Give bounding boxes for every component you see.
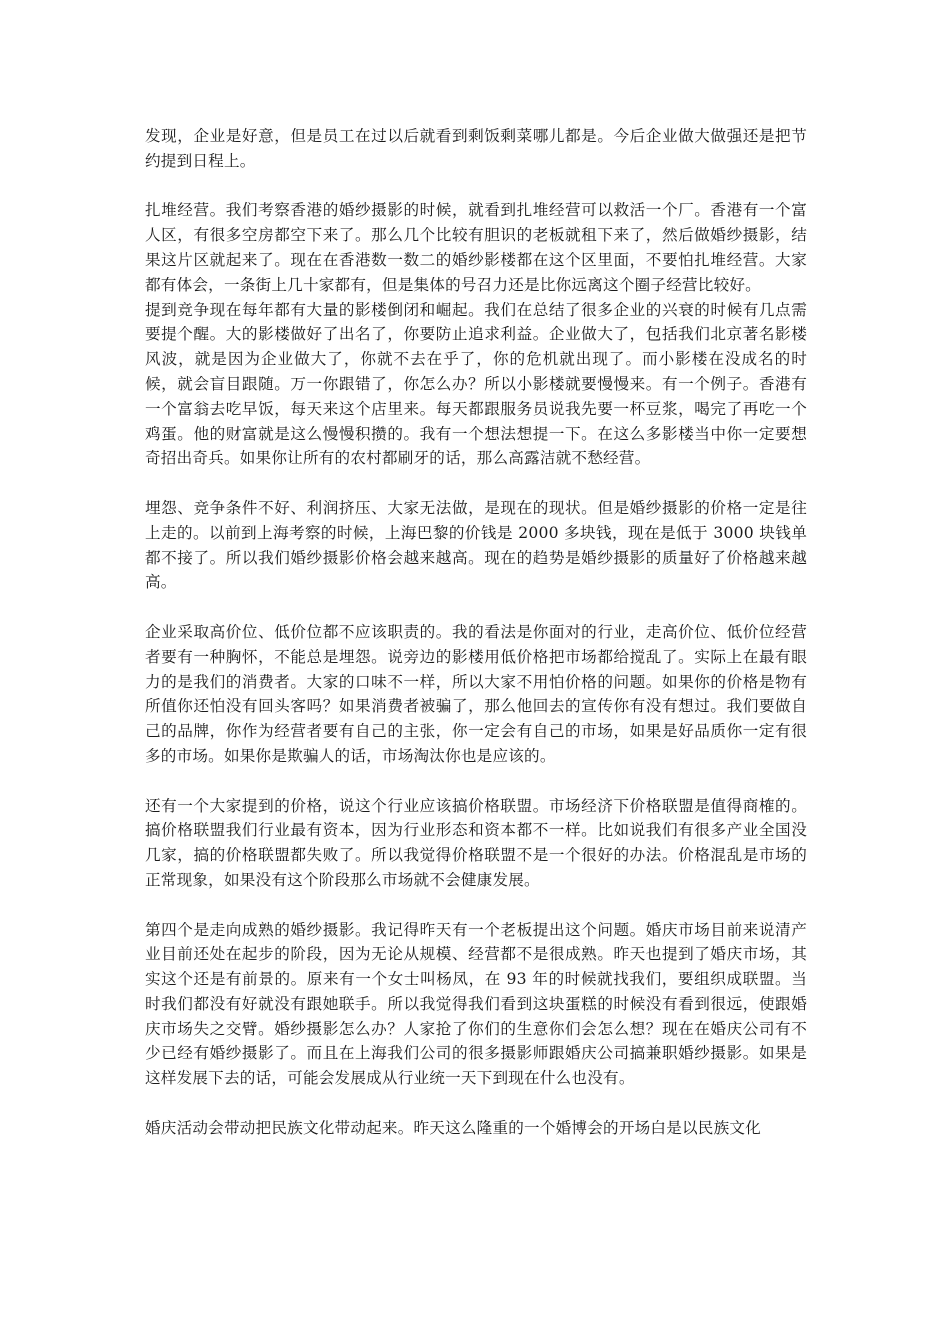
document-body: [145, 124, 807, 1141]
paragraph-7: 第四个是走向成熟的婚纱摄影。我记得昨天有一个老板提出这个问题。婚庆市场目前来说清产业目前还处在起步的阶段，因为无论从规模、经营都不是很成熟。昨天也提到了婚庆市场，其实这个还是有前景的。原来有一个女士叫杨凤，在 93 年的时候就找我们，要组织成联盟。当时我们都没有好就没有跟她联手。所以我觉得我们看到这块蛋糕的时候没有看到很远，使跟婚庆市场失之交臂。婚纱摄影怎么办？人家抢了你们的生意你们会怎么想？现在在婚庆公司有不少已经有婚纱摄影了。而且在上海我们公司的很多摄影师跟婚庆公司搞兼职婚纱摄影。如果是这样发展下去的话，可能会发展成从行业统一天下到现在什么也没有。: [145, 920, 807, 1088]
paragraph-5: 企业采取高价位、低价位都不应该职责的。我的看法是你面对的行业，走高价位、低价位经营者要有一种胸怀，不能总是埋怨。说旁边的影楼用低价格把市场都给搅乱了。实际上在最有眼力的是我们的消费者。大家的口味不一样，所以大家不用怕价格的问题。如果你的价格是物有所值你还怕没有回头客吗？如果消费者被骗了，那么他回去的宣传你有没有想过。我们要做自己的品牌，你作为经营者要有自己的主张，你一定会有自己的市场，如果是好品质你一定有很多的市场。如果你是欺骗人的话，市场淘汰你也是应该的。: [145, 622, 807, 765]
paragraph-3: 提到竞争现在每年都有大量的影楼倒闭和崛起。我们在总结了很多企业的兴衰的时候有几点需要提个醒。大的影楼做好了出名了，你要防止追求利益。企业做大了，包括我们北京著名影楼风波，就是因为企业做大了，你就不去在乎了，你的危机就出现了。而小影楼在没成名的时候，就会盲目跟随。万一你跟错了，你怎么办？所以小影楼就要慢慢来。有一个例子。香港有一个富翁去吃早饭，每天来这个店里来。每天都跟服务员说我先要一杯豆浆，喝完了再吃一个鸡蛋。他的财富就是这么慢慢积攒的。我有一个想法想提一下。在这么多影楼当中你一定要想奇招出奇兵。如果你让所有的农村都刷牙的话，那么高露洁就不愁经营。: [145, 300, 807, 468]
paragraph-1: 发现，企业是好意，但是员工在过以后就看到剩饭剩菜哪儿都是。今后企业做大做强还是把节约提到日程上。: [145, 127, 807, 170]
paragraph-2: 扎堆经营。我们考察香港的婚纱摄影的时候，就看到扎堆经营可以救活一个厂。香港有一个富人区，有很多空房都空下来了。那么几个比较有胆识的老板就租下来了，然后做婚纱摄影，结果这片区就起来了。现在在香港数一数二的婚纱影楼都在这个区里面，不要怕扎堆经营。大家都有体会，一条街上几十家都有，但是集体的号召力还是比你远离这个圈子经营比较好。: [145, 201, 807, 294]
paragraph-6: 还有一个大家提到的价格，说这个行业应该搞价格联盟。市场经济下价格联盟是值得商榷的。搞价格联盟我们行业最有资本，因为行业形态和资本都不一样。比如说我们有很多产业全国没几家，搞的价格联盟都失败了。所以我觉得价格联盟不是一个很好的办法。价格混乱是市场的正常现象，如果没有这个阶段那么市场就不会健康发展。: [145, 796, 807, 889]
paragraph-8: 婚庆活动会带动把民族文化带动起来。昨天这么隆重的一个婚博会的开场白是以民族文化: [145, 1118, 761, 1137]
paragraph-4: 埋怨、竞争条件不好、利润挤压、大家无法做，是现在的现状。但是婚纱摄影的价格一定是往上走的。以前到上海考察的时候，上海巴黎的价钱是 2000 多块钱，现在是低于 3000 块钱单都不接了。所以我们婚纱摄影价格会越来越高。现在的趋势是婚纱摄影的质量好了价格越来越高。: [145, 498, 807, 592]
